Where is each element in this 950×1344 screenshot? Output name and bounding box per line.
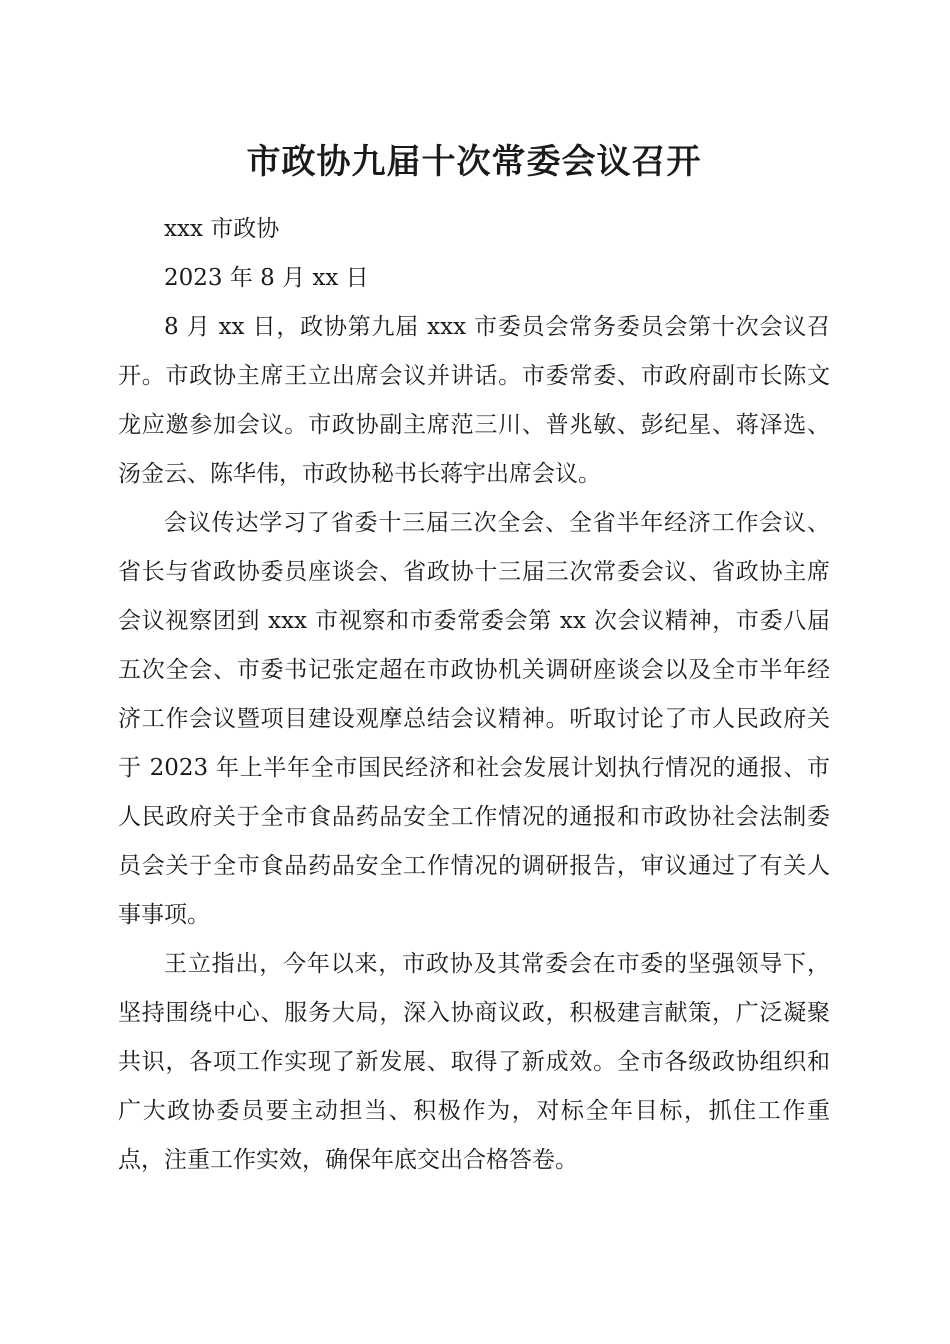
author-line: xxx 市政协 [164,216,280,242]
document-body [118,205,830,1185]
document-title: 市政协九届十次常委会议召开 [246,142,702,182]
date-line: 2023 年 8 月 xx 日 [164,265,369,291]
paragraph-1: 8 月 xx 日，政协第九届 xxx 市委员会常务委员会第十次会议召开。市政协主席王立出席会议并讲话。市委常委、市政府副市长陈文龙应邀参加会议。市政协副主席范三川、普兆敏、彭纪星、蒋泽选、汤金云、陈华伟，市政协秘书长蒋宇出席会议。 [118,314,830,487]
paragraph-2: 会议传达学习了省委十三届三次全会、全省半年经济工作会议、省长与省政协委员座谈会、省政协十三届三次常委会议、省政协主席会议视察团到 xxx 市视察和市委常委会第 xx 次会议精神，市委八届五次全会、市委书记张定超在市政协机关调研座谈会以及全市半年经济工作会议暨项目建设观摩总结会议精神。听取讨论了市人民政府关于 2023 年上半年全市国民经济和社会发展计划执行情况的通报、市人民政府关于全市食品药品安全工作情况的通报和市政协社会法制委员会关于全市食品药品安全工作情况的调研报告，审议通过了有关人事事项。 [118,510,830,928]
paragraph-3: 王立指出，今年以来，市政协及其常委会在市委的坚强领导下，坚持围绕中心、服务大局，深入协商议政，积极建言献策，广泛凝聚共识，各项工作实现了新发展、取得了新成效。全市各级政协组织和广大政协委员要主动担当、积极作为，对标全年目标，抓住工作重点，注重工作实效，确保年底交出合格答卷。 [118,951,830,1173]
